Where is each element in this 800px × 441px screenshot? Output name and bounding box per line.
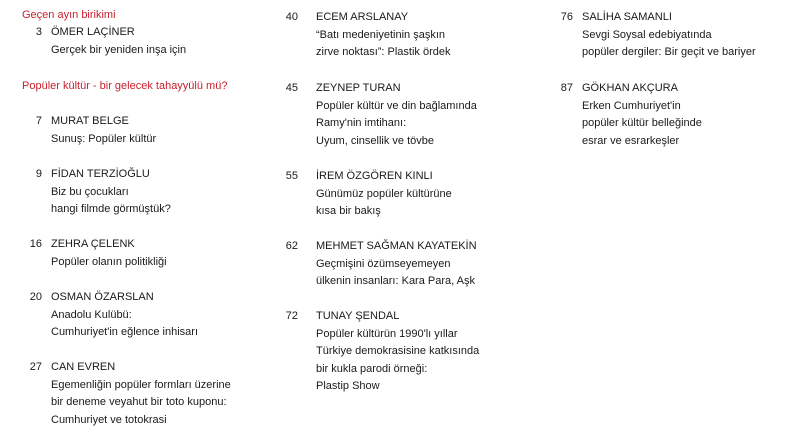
toc-entry[interactable]: [22, 166, 272, 219]
toc-entry[interactable]: [284, 168, 534, 221]
article-title-line: Anadolu Kulübü:: [51, 308, 132, 321]
author-name: MURAT BELGE: [51, 115, 129, 127]
page-number: 76: [560, 11, 573, 23]
toc-entry[interactable]: [22, 113, 272, 148]
section-title-previous-month: Geçen ayın birikimi: [22, 9, 116, 21]
article-title-line: Ramy'nin imtihanı:: [316, 117, 407, 130]
toc-entry[interactable]: [284, 80, 534, 150]
article-title-line: Cumhuriyet'in eğlence inhisarı: [51, 326, 199, 339]
page-number: 3: [35, 26, 42, 38]
toc-entry[interactable]: [22, 359, 272, 429]
article-title-line: Türkiye demokrasisine katkısında: [316, 345, 480, 358]
article-title-line: bir kukla parodi örneği:: [316, 362, 428, 375]
page-number: 20: [29, 291, 42, 303]
article-title-line: hangi filmde görmüştük?: [51, 203, 171, 216]
author-name: FİDAN TERZİOĞLU: [51, 168, 150, 180]
author-name: ÖMER LAÇİNER: [51, 26, 135, 38]
article-title-line: Popüler kültürün 1990'lı yıllar: [316, 327, 458, 340]
toc-entry[interactable]: [22, 236, 272, 271]
article-title-line: Popüler olanın politikliği: [51, 255, 167, 268]
page-number: 45: [285, 82, 298, 94]
article-title-line: Günümüz popüler kültürüne: [316, 187, 452, 200]
article-title-line: popüler kültür belleğinde: [582, 117, 702, 130]
page-number: 16: [29, 238, 42, 250]
page-number: 40: [285, 11, 298, 23]
page-number: 27: [29, 361, 42, 373]
article-title-line: Egemenliğin popüler formları üzerine: [51, 378, 231, 391]
article-title-line: Erken Cumhuriyet'in: [582, 99, 681, 112]
article-title-line: Cumhuriyet ve totokrasi: [51, 413, 167, 426]
page-number: 9: [35, 168, 42, 180]
article-title-line: zirve noktası”: Plastik ördek: [316, 46, 451, 59]
toc-entry[interactable]: [284, 238, 534, 291]
article-title-line: bir deneme veyahut bir toto kuponu:: [51, 396, 227, 409]
toc-entry[interactable]: [22, 24, 272, 59]
author-name: ECEM ARSLANAY: [316, 11, 409, 23]
toc-entry[interactable]: [284, 308, 534, 396]
author-name: ZEHRA ÇELENK: [51, 238, 135, 250]
author-name: SALİHA SAMANLI: [582, 11, 672, 23]
article-title-line: Sunuş: Popüler kültür: [51, 132, 157, 145]
author-name: MEHMET SAĞMAN KAYATEKİN: [316, 240, 477, 252]
article-title-line: Sevgi Soysal edebiyatında: [582, 28, 712, 41]
article-title-line: popüler dergiler: Bir geçit ve bariyer: [582, 46, 756, 59]
article-title-line: esrar ve esrarkeşler: [582, 134, 680, 147]
article-title-line: Uyum, cinsellik ve tövbe: [316, 134, 434, 147]
article-title-line: kısa bir bakış: [316, 205, 381, 218]
toc-entry[interactable]: [22, 289, 272, 342]
author-name: GÖKHAN AKÇURA: [582, 82, 678, 94]
author-name: CAN EVREN: [51, 361, 116, 373]
toc-entry[interactable]: [284, 9, 534, 62]
article-title-line: ülkenin insanları: Kara Para, Aşk: [316, 275, 475, 288]
author-name: ZEYNEP TURAN: [316, 82, 401, 94]
article-title-line: Plastip Show: [316, 380, 380, 393]
author-name: OSMAN ÖZARSLAN: [51, 291, 154, 303]
article-title-line: Biz bu çocukları: [51, 185, 129, 198]
author-name: İREM ÖZGÖREN KINLI: [316, 170, 433, 182]
page-number: 72: [285, 310, 298, 322]
toc-entry[interactable]: [559, 9, 799, 62]
toc-entry[interactable]: [559, 80, 799, 150]
article-title-line: Gerçek bir yeniden inşa için: [51, 43, 187, 56]
author-name: TUNAY ŞENDAL: [316, 310, 400, 322]
page-number: 7: [35, 115, 42, 127]
article-title-line: Popüler kültür ve din bağlamında: [316, 99, 477, 112]
page-number: 62: [285, 240, 298, 252]
article-title-line: Geçmişini özümseyemeyen: [316, 257, 451, 270]
page-number: 55: [285, 170, 298, 182]
article-title-line: “Batı medeniyetinin şaşkın: [316, 28, 446, 41]
page-number: 87: [560, 82, 573, 94]
section-title-popular-culture: Popüler kültür - bir gelecek tahayyülü mü?: [22, 80, 228, 92]
